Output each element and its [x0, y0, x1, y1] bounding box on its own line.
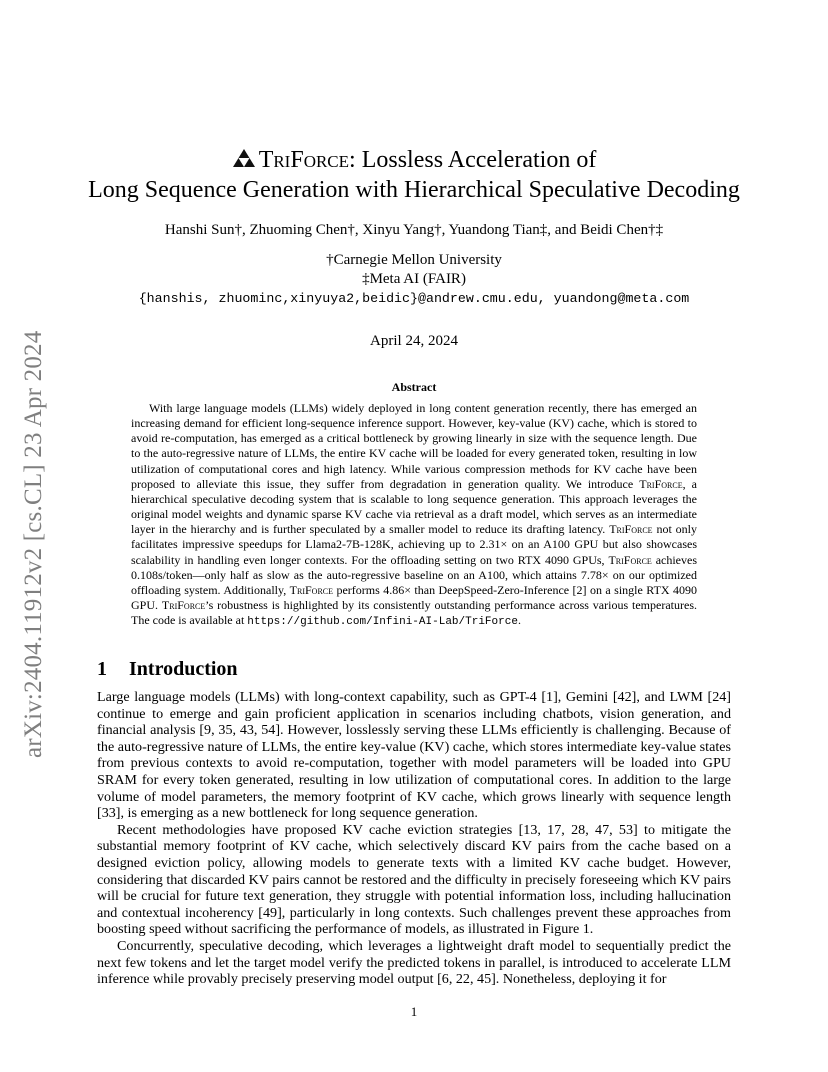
abstract-text: With large language models (LLMs) widely deployed in long content generation recently, there has emerged an increasing demand for efficient long-sequence inference support. However, key-value (KV) cache, which is stored to avoid re-computation, has emerged as a critical bottleneck by growing linearly in size with the sequence length. Due to the auto-regressive nature of LLMs, the entire KV cache will be loaded for every generated token, resulting in low utilization of computational cores and high latency. While various compression methods for KV cache have been proposed to alleviate this issue, they suffer from degradation in generation quality. We introduce — [131, 401, 697, 491]
author-list: Hanshi Sun†, Zhuoming Chen†, Xinyu Yang†, Yuandong Tian‡, and Beidi Chen†‡ — [164, 222, 664, 238]
abstract-system-name: TriForce — [609, 522, 653, 537]
section-title: Introduction — [129, 658, 238, 680]
abstract-system-name: TriForce — [608, 552, 652, 567]
title-line-2: Long Sequence Generation with Hierarchical Speculative Decoding — [88, 177, 740, 203]
abstract-text: achieves 0.108s/token—only half as slow as the auto-regressive baseline on an A100, which attains 7.78× on our optimized offloading system. Additionally, — [131, 552, 698, 597]
section-number: 1 — [97, 658, 107, 680]
paper-title — [80, 145, 748, 205]
abstract-heading: Abstract — [391, 380, 437, 394]
author-emails: {hanshis, zhuominc,xinyuya2,beidic}@andrew.cmu.edu, yuandong@meta.com — [138, 291, 690, 306]
abstract-system-name: TriForce — [161, 598, 206, 613]
abstract-text: ’s robustness is highlighted by its consistently outstanding performance across various temperatures. The code is available at — [131, 598, 697, 628]
title-line-1: : Lossless Acceleration of — [349, 147, 597, 173]
page-number: 1 — [410, 1004, 418, 1019]
abstract-text: . — [517, 613, 521, 628]
code-link[interactable]: https://github.com/Infini-AI-Lab/TriForce — [247, 616, 518, 629]
triforce-icon — [232, 148, 256, 168]
intro-paragraph: Concurrently, speculative decoding, which leverages a lightweight draft model to sequentially predict the next few tokens and let the target model verify the predicted tokens in parallel, is introduced to accelerate LLM inference while provably precisely preserving model output [6, 22, 45]. Nonetheless, deploying it for — [97, 937, 731, 988]
intro-paragraph: Large language models (LLMs) with long-context capability, such as GPT-4 [1], Gemini [42], and LWM [24] continue to emerge and gain proficient application in scenarios including chatbots, vision generation, and financial analysis [9, 35, 43, 54]. However, losslessly serving these LLMs efficiently is challenging. Because of the auto-regressive nature of LLMs, the entire key-value (KV) cache, which stores intermediate key-value states from previous contexts to avoid re-computation, together with model parameters will be loaded into GPU SRAM for every token generated, resulting in low utilization of computational cores. In addition to the large volume of model parameters, the memory footprint of KV cache, which grows linearly with sequence length [33], is emerging as a new bottleneck for long sequence generation. — [97, 689, 731, 822]
affiliation-cmu: †Carnegie Mellon University — [326, 252, 502, 268]
abstract-text: not only facilitates impressive speedups for Llama2-7B-128K, achieving up to 2.31× on an A100 GPU but also showcases scalability in handling even longer contexts. For the offloading setting on two RTX 4090 GPUs, — [131, 522, 697, 567]
title-system-name: TriForce — [258, 147, 350, 173]
affiliations — [80, 251, 748, 289]
abstract-text: , a hierarchical speculative decoding system that is scalable to long sequence generation. This approach leverages the original model weights and dynamic sparse KV cache via retrieval as a draft model, which serves as an intermediate layer in the hierarchy and is further speculated by a smaller model to reduce its drafting latency. — [131, 476, 697, 537]
section-heading — [97, 656, 737, 682]
abstract-text: performs 4.86× than DeepSpeed-Zero-Inference [2] on a single RTX 4090 GPU. — [131, 582, 698, 613]
affiliation-meta: ‡Meta AI (FAIR) — [362, 271, 466, 287]
introduction-body — [97, 689, 731, 988]
intro-paragraph: Recent methodologies have proposed KV cache eviction strategies [13, 17, 28, 47, 53] to mitigate the substantial memory footprint of KV cache, which selectively discard KV pairs from the cache based on a designed eviction policy, allowing models to generate texts with a limited KV cache budget. However, considering that discarded KV pairs cannot be restored and the difficulty in precisely foreseeing which KV pairs will be crucial for future text generation, they struggle with potential information loss, including hallucination and contextual incoherency [49], particularly in long contexts. Such challenges prevent these approaches from boosting speed without sacrificing the performance of models, as illustrated in Figure 1. — [97, 821, 731, 938]
abstract-system-name: TriForce — [639, 476, 683, 491]
abstract-body — [131, 401, 697, 630]
paper-date: April 24, 2024 — [370, 333, 458, 349]
abstract-system-name: TriForce — [289, 582, 333, 597]
arxiv-identifier: arXiv:2404.11912v2 [cs.CL] 23 Apr 2024 — [20, 330, 47, 758]
